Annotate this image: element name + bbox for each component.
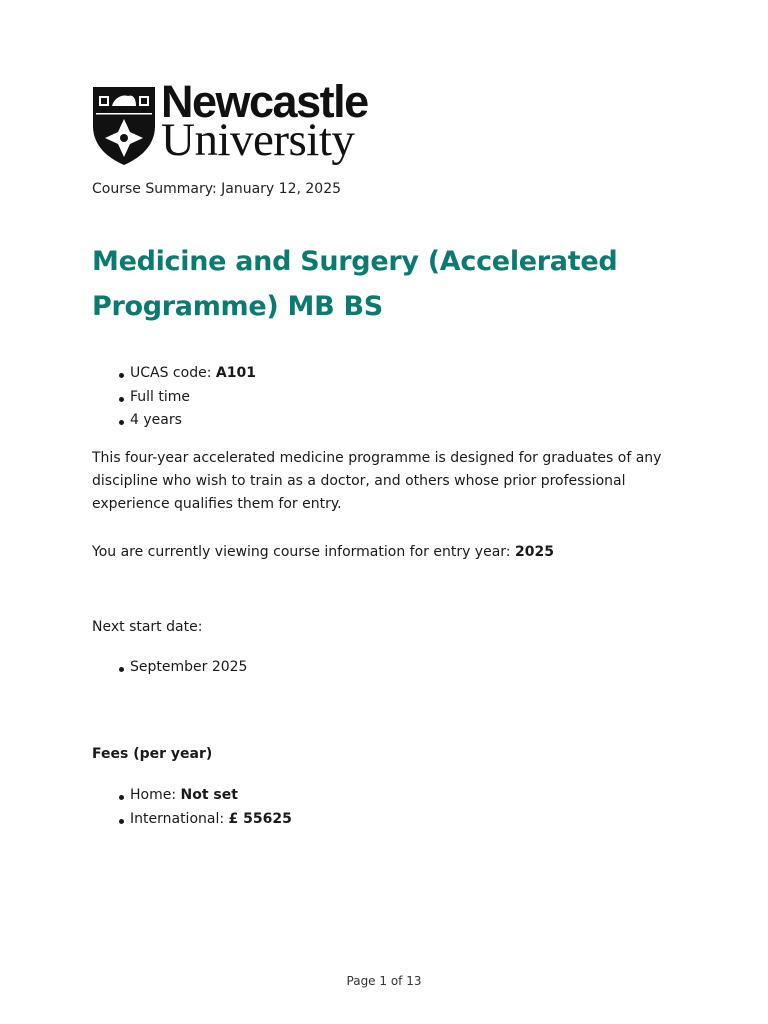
entry-year-notice [92,544,554,560]
logo-line-1: Newcastle [161,76,368,127]
crest-icon [92,86,156,166]
summary-label: Course Summary: [92,181,217,197]
summary-date: January 12, 2025 [221,181,342,197]
course-summary-line [92,181,341,197]
ucas-code: A101 [215,365,256,381]
next-start-list [92,656,692,680]
intl-fee-value: £ 55625 [228,810,292,827]
next-start-label: Next start date: [92,619,203,635]
university-logo [92,76,368,166]
list-item-home-fee [92,784,692,808]
page-title: Medicine and Surgery (Accelerated Programme) MB BS [92,246,618,322]
list-item-mode: Full time [92,386,692,410]
home-fee-value: Not set [180,787,238,803]
logo-line-2: University [161,114,355,166]
course-description: This four-year accelerated medicine programme is designed for graduates of any discipline who wish to train as a doctor, and others whose prior professional experience qualifies them for entry. [92,450,662,512]
list-item-duration: 4 years [92,409,692,433]
entry-label: You are currently viewing course information for entry year: [92,544,515,560]
list-item-start-date: September 2025 [92,656,692,680]
page-number-footer: Page 1 of 13 [346,974,422,988]
fees-heading: Fees (per year) [92,746,213,762]
fees-list [92,784,692,831]
home-fee-label: Home: [130,787,181,803]
list-item-ucas [92,362,692,386]
intl-fee-label: International: [130,810,229,827]
entry-year: 2025 [514,544,554,560]
course-facts-list [92,362,692,433]
list-item-intl-fee [92,808,692,832]
ucas-label: UCAS code: [130,365,216,381]
